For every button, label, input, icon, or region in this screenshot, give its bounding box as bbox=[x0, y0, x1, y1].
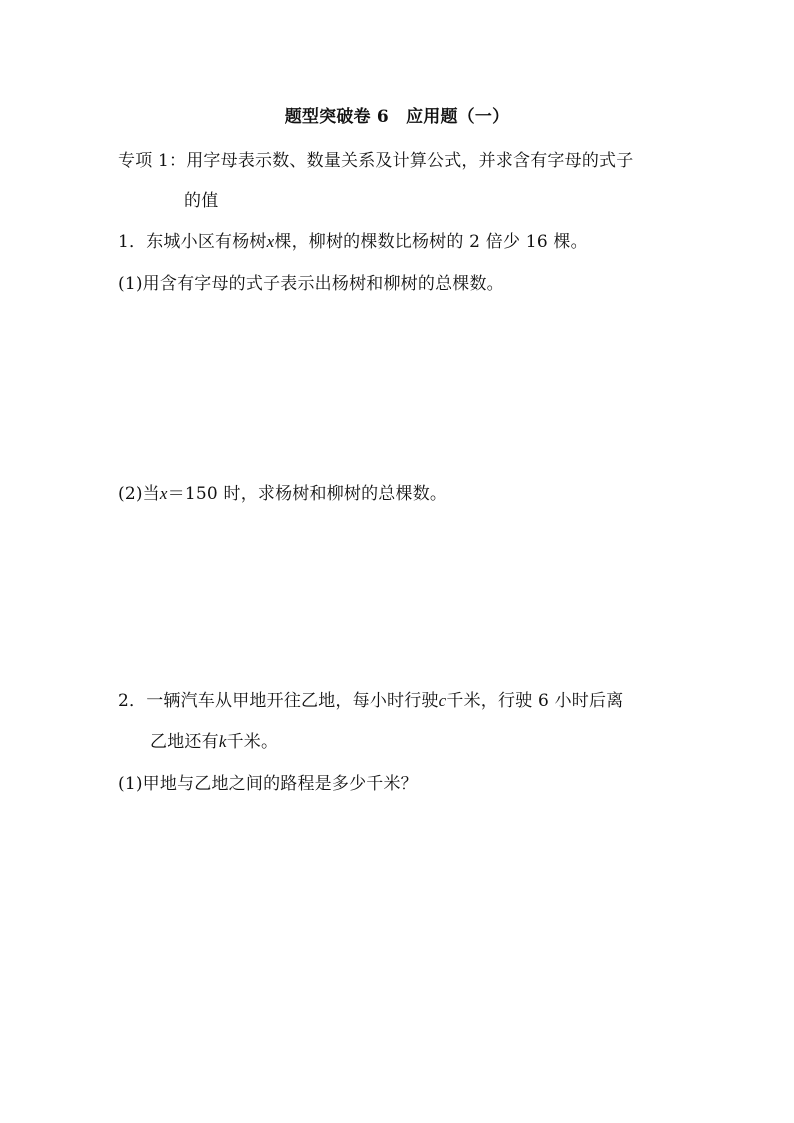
question-1-part-2-suffix: ＝150 时，求杨树和柳树的总棵数。 bbox=[167, 484, 448, 504]
question-2-stem-line2 bbox=[150, 731, 278, 753]
section-heading-line2: 的值 bbox=[184, 191, 219, 211]
question-2-stem-prefix: 2．一辆汽车从甲地开往乙地，每小时行驶 bbox=[118, 691, 439, 711]
variable-x: x bbox=[159, 484, 168, 503]
question-2-line2-prefix: 乙地还有 bbox=[150, 732, 219, 752]
question-2-stem-line1 bbox=[118, 690, 623, 712]
question-1-stem-prefix: 1．东城小区有杨树 bbox=[118, 232, 267, 252]
question-1-part-2 bbox=[118, 483, 447, 505]
question-1-part-2-prefix: (2)当 bbox=[118, 484, 160, 504]
question-2-stem-suffix: 千米，行驶 6 小时后离 bbox=[446, 691, 624, 711]
variable-k: k bbox=[218, 732, 227, 751]
question-1-stem-suffix: 棵，柳树的棵数比杨树的 2 倍少 16 棵。 bbox=[274, 232, 588, 252]
question-1-stem bbox=[118, 231, 588, 253]
section-heading-line1: 专项 1：用字母表示数、数量关系及计算公式，并求含有字母的式子 bbox=[118, 151, 634, 171]
question-1-part-1: (1)用含有字母的式子表示出杨树和柳树的总棵数。 bbox=[118, 274, 504, 294]
question-2-part-1: (1)甲地与乙地之间的路程是多少千米？ bbox=[118, 774, 418, 794]
question-2-line2-suffix: 千米。 bbox=[226, 732, 279, 752]
page-title: 题型突破卷 6 应用题（一） bbox=[284, 107, 510, 127]
variable-x: x bbox=[266, 232, 275, 251]
variable-c: c bbox=[438, 691, 447, 710]
